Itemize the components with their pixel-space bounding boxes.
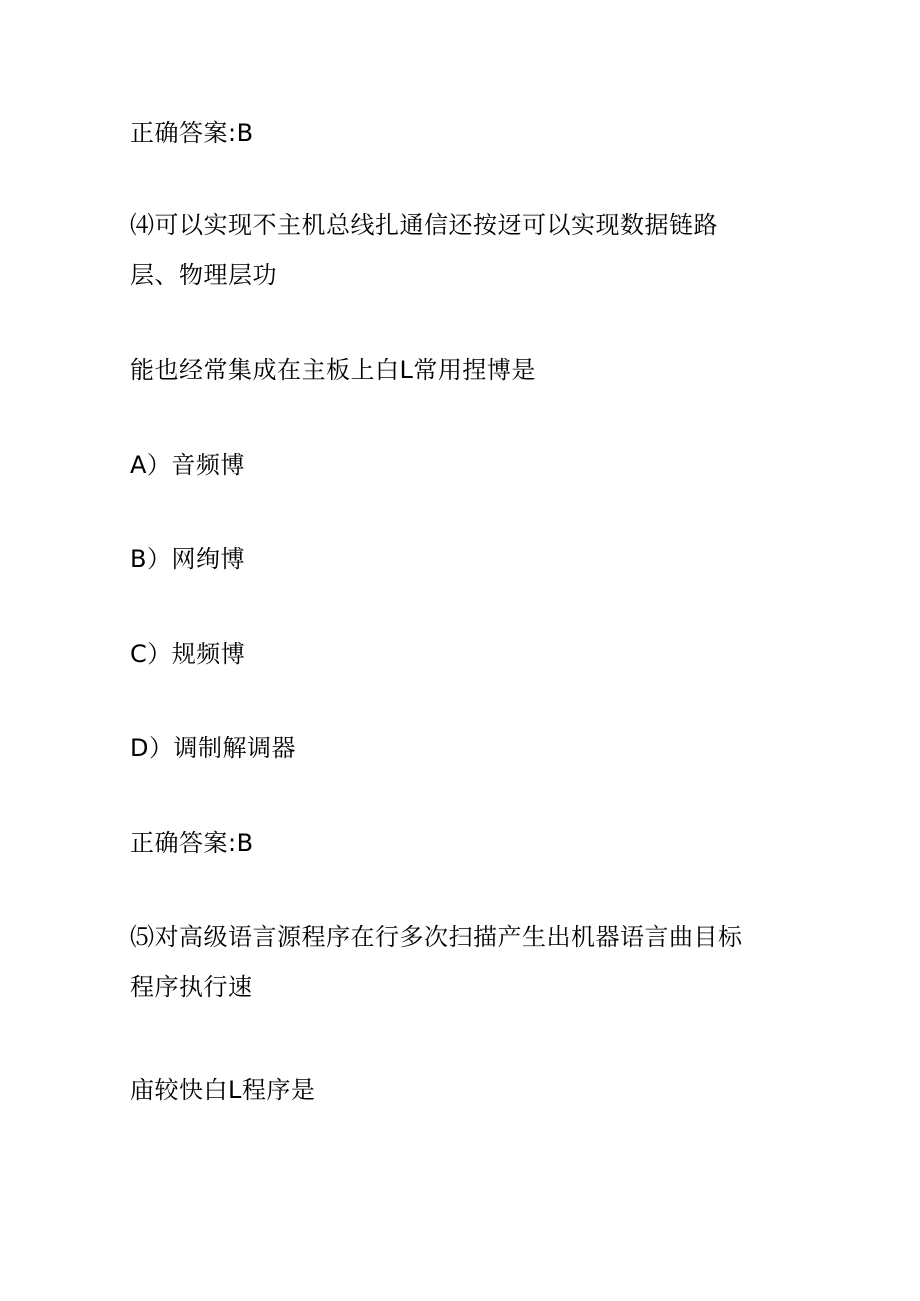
question-4-line-3: 能也经常集成在主板上白L常用捏博是 <box>130 356 536 384</box>
question-4-line-2: 层、物理层功 <box>130 261 277 289</box>
option-a: A）音频博 <box>130 451 245 479</box>
question-5-line-1: ⑸对高级语言源程序在行多次扫描产生出机器语言曲目标 <box>130 923 743 951</box>
option-d: D）调制解调器 <box>130 734 296 762</box>
option-b: B）网绚博 <box>130 545 245 573</box>
question-4-line-1: ⑷可以实现不主机总线扎通信还按迓可以实现数据链路 <box>130 211 718 239</box>
option-c: C）规频博 <box>130 640 246 668</box>
answer-line-1: 正确答案:B <box>130 119 254 147</box>
answer-line-2: 正确答案:B <box>130 829 254 857</box>
question-5-line-2: 程序执行速 <box>130 973 253 1001</box>
question-5-line-3: 庙较快白L程序是 <box>130 1076 316 1104</box>
